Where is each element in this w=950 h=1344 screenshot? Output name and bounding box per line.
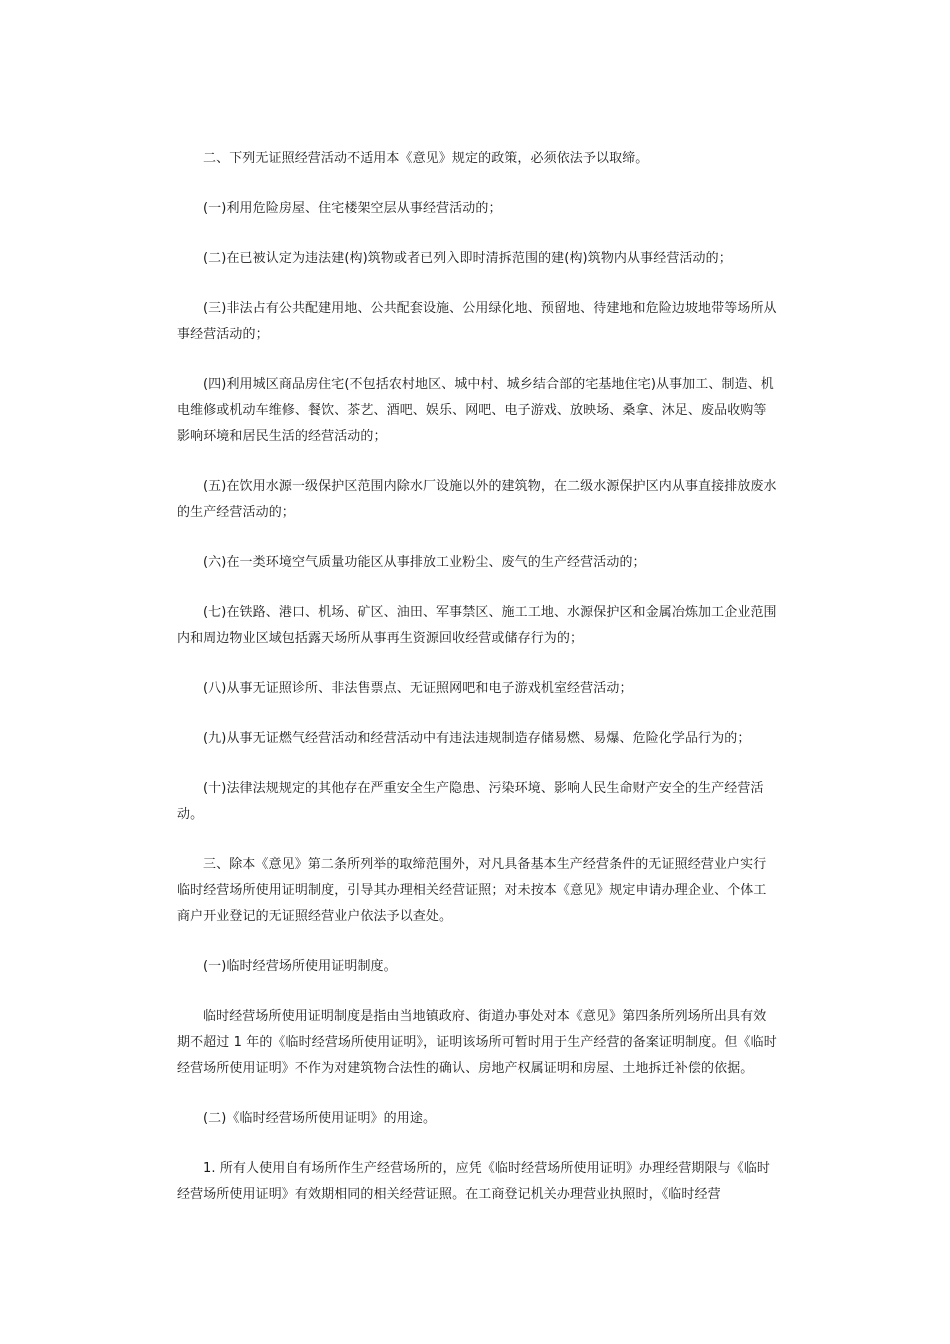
paragraph-item-10: (十)法律法规规定的其他存在严重安全生产隐患、污染环境、影响人民生命财产安全的生产经营活动。: [177, 781, 764, 822]
paragraph-section-3-intro: 三、除本《意见》第二条所列举的取缔范围外，对凡具备基本生产经营条件的无证照经营业户实行临时经营场所使用证明制度，引导其办理相关经营证照；对未按本《意见》规定申请办理企业、个体工商户开业登记的无证照经营业户依法予以查处。: [177, 857, 767, 924]
paragraph-item-9: (九)从事无证燃气经营活动和经营活动中有违法违规制造存储易燃、易爆、危险化学品行为的；: [203, 731, 751, 746]
paragraph-subsection-1-heading: (一)临时经营场所使用证明制度。: [203, 959, 397, 974]
paragraph-item-2: (二)在已被认定为违法建(构)筑物或者已列入即时清拆范围的建(构)筑物内从事经营活动的；: [203, 251, 732, 266]
paragraph-subsection-2-point-1: 1. 所有人使用自有场所作生产经营场所的，应凭《临时经营场所使用证明》办理经营期限与《临时经营场所使用证明》有效期相同的相关经营证照。在工商登记机关办理营业执照时，《临时经营: [177, 1161, 771, 1202]
paragraph-item-5: (五)在饮用水源一级保护区范围内除水厂设施以外的建筑物，在二级水源保护区内从事直接排放废水的生产经营活动的；: [177, 479, 777, 520]
paragraph-item-7: (七)在铁路、港口、机场、矿区、油田、军事禁区、施工工地、水源保护区和金属冶炼加工企业范围内和周边物业区域包括露天场所从事再生资源回收经营或储存行为的；: [177, 605, 777, 646]
paragraph-item-8: (八)从事无证照诊所、非法售票点、无证照网吧和电子游戏机室经营活动；: [203, 681, 633, 696]
paragraph-subsection-1-body: 临时经营场所使用证明制度是指由当地镇政府、街道办事处对本《意见》第四条所列场所出具有效期不超过 1 年的《临时经营场所使用证明》，证明该场所可暂时用于生产经营的备案证明制度。但《临时经营场所使用证明》不作为对建筑物合法性的确认、房地产权属证明和房屋、土地拆迁补偿的依据。: [177, 1009, 777, 1076]
document-body: [177, 146, 777, 1232]
paragraph-item-3: (三)非法占有公共配建用地、公共配套设施、公用绿化地、预留地、待建地和危险边坡地带等场所从事经营活动的；: [177, 301, 777, 342]
paragraph-item-4: (四)利用城区商品房住宅(不包括农村地区、城中村、城乡结合部的宅基地住宅)从事加工、制造、机电维修或机动车维修、餐饮、茶艺、酒吧、娱乐、网吧、电子游戏、放映场、桑拿、沐足、废品收购等影响环境和居民生活的经营活动的；: [177, 377, 774, 444]
paragraph-subsection-2-heading: (二)《临时经营场所使用证明》的用途。: [203, 1111, 437, 1126]
paragraph-section-2-intro: 二、下列无证照经营活动不适用本《意见》规定的政策，必须依法予以取缔。: [203, 151, 649, 166]
paragraph-item-1: (一)利用危险房屋、住宅楼架空层从事经营活动的；: [203, 201, 502, 216]
paragraph-item-6: (六)在一类环境空气质量功能区从事排放工业粉尘、废气的生产经营活动的；: [203, 555, 646, 570]
